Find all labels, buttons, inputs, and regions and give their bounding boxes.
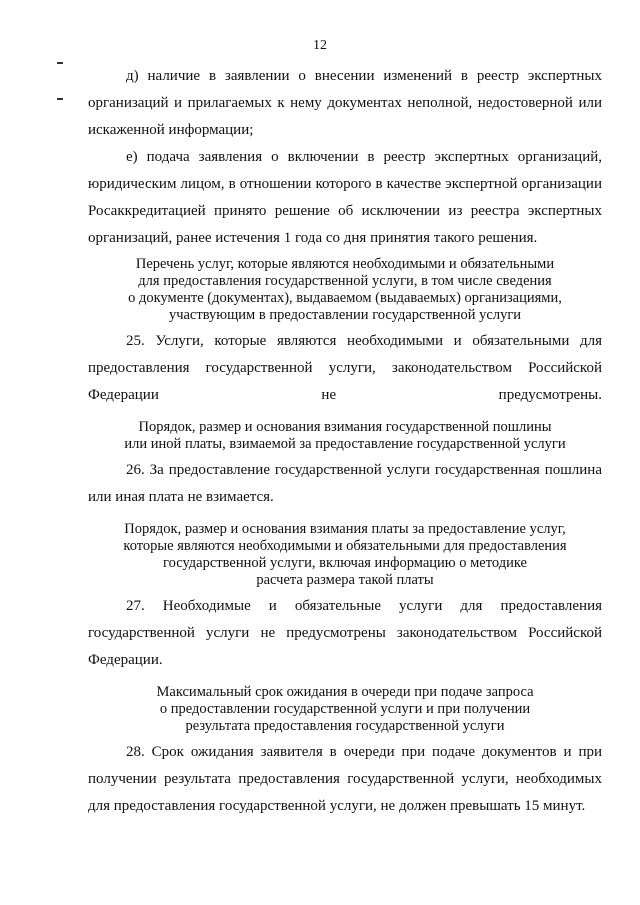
heading-line: расчета размера такой платы: [256, 572, 434, 588]
heading-line: результата предоставления государственной услуги: [185, 718, 505, 734]
paragraph-27: 27. Необходимые и обязательные услуги для предоставления государственной услуги не предусмотрены законодательством Российской Федерации.: [88, 598, 602, 668]
margin-mark: [57, 98, 63, 100]
paragraph-d: д) наличие в заявлении о внесении изменений в реестр экспертных организаций и прилагаемых к нему документах неполной, недостоверной или искаженной информации;: [88, 68, 602, 138]
heading-line: о предоставлении государственной услуги и при получении: [159, 701, 531, 717]
section-heading-payment: [88, 521, 602, 589]
paragraph-26: 26. За предоставление государственной услуги государственная пошлина или иная плата не взимается.: [88, 462, 602, 505]
heading-line: Максимальный срок ожидания в очереди при подаче запроса: [156, 684, 534, 700]
heading-line: о документе (документах), выдаваемом (выдаваемых) организациями,: [128, 290, 562, 306]
page-number: 12: [313, 38, 327, 53]
section-heading-queue-time: [88, 684, 602, 735]
paragraph-e: е) подача заявления о включении в реестр экспертных организаций, юридическим лицом, в отношении которого в качестве экспертной организации Росаккредитацией принято решение об исключении из реестра экспертных организаций, ранее истечения 1 года со дня принятия такого решения.: [88, 149, 602, 246]
heading-line: Перечень услуг, которые являются необходимыми и обязательными: [135, 256, 555, 272]
heading-line: Порядок, размер и основания взимания государственной пошлины: [138, 419, 552, 435]
heading-line: участвующим в предоставлении государственной услуги: [168, 307, 522, 323]
document-body: [88, 63, 602, 820]
heading-line: Порядок, размер и основания взимания платы за предоставление услуг,: [124, 521, 566, 537]
paragraph-28: 28. Срок ожидания заявителя в очереди при подаче документов и при получении результата предоставления государственной услуги, необходимых для предоставления государственной услуги, не должен превышать 15 минут.: [88, 744, 602, 814]
heading-line: или иной платы, взимаемой за предоставление государственной услуги: [124, 436, 566, 452]
heading-line: для предоставления государственной услуги, в том числе сведения: [138, 273, 552, 289]
paragraph-25: 25. Услуги, которые являются необходимыми и обязательными для предоставления государственной услуги, законодательством Российской Федерации не предусмотрены.: [88, 333, 602, 403]
margin-mark: [57, 62, 63, 64]
heading-line: государственной услуги, включая информацию о методике: [163, 555, 527, 571]
heading-line: которые являются необходимыми и обязательными для предоставления: [123, 538, 567, 554]
section-heading-services-list: [88, 256, 602, 324]
section-heading-state-fee: [88, 419, 602, 453]
